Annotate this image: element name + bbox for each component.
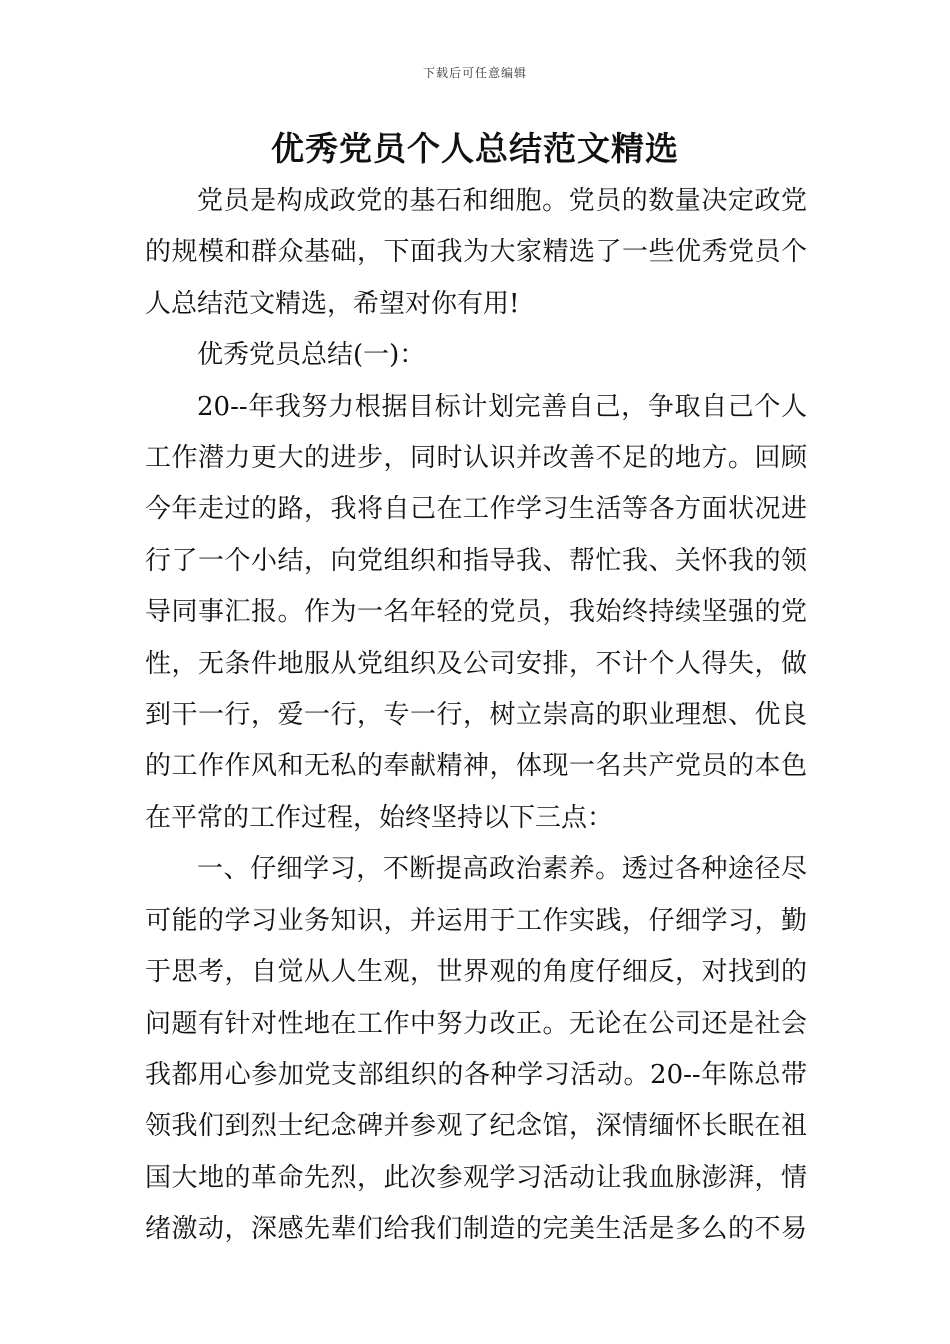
text-line: 的工作作风和无私的奉献精神，体现一名共产党员的本色 [145, 751, 807, 782]
text-line: 性，无条件地服从党组织及公司安排，不计个人得失，做 [145, 648, 807, 679]
text-line: 到干一行，爱一行，专一行，树立崇高的职业理想、优良 [145, 700, 807, 731]
page-title: 优秀党员个人总结范文精选 [271, 129, 679, 168]
text-line: 优秀党员总结(一)： [197, 340, 426, 371]
text-line: 工作潜力更大的进步，同时认识并改善不足的地方。回顾 [145, 443, 807, 474]
text-line: 党员是构成政党的基石和细胞。党员的数量决定政党 [197, 186, 807, 216]
text-line: 国大地的革命先烈，此次参观学习活动让我血脉澎湃，情 [145, 1162, 807, 1193]
text-line: 20--年我努力根据目标计划完善自己，争取自己个人 [197, 391, 807, 422]
text-line: 的规模和群众基础，下面我为大家精选了一些优秀党员个 [145, 237, 807, 268]
text-line: 在平常的工作过程，始终坚持以下三点： [145, 802, 614, 833]
text-line: 领我们到烈士纪念碑并参观了纪念馆，深情缅怀长眠在祖 [145, 1111, 807, 1142]
text-line: 导同事汇报。作为一名年轻的党员，我始终持续坚强的党 [145, 597, 807, 628]
text-line: 今年走过的路，我将自己在工作学习生活等各方面状况进 [145, 494, 807, 525]
text-line: 人总结范文精选，希望对你有用! [145, 288, 520, 319]
text-line: 于思考，自觉从人生观，世界观的角度仔细反，对找到的 [145, 957, 807, 988]
header-note: 下载后可任意编辑 [422, 66, 527, 80]
text-line: 可能的学习业务知识，并运用于工作实践，仔细学习，勤 [145, 905, 807, 936]
section-heading [145, 330, 807, 381]
text-line: 一、仔细学习，不断提高政治素养。透过各种途径尽 [197, 854, 807, 885]
text-line: 我都用心参加党支部组织的各种学习活动。20--年陈总带 [145, 1059, 807, 1090]
text-line: 绪激动，深感先辈们给我们制造的完美生活是多么的不易 [145, 1214, 807, 1245]
document-body [145, 176, 807, 1256]
text-line: 问题有针对性地在工作中努力改正。无论在公司还是社会 [145, 1008, 807, 1039]
paragraph-intro [145, 176, 807, 330]
text-line: 行了一个小结，向党组织和指导我、帮忙我、关怀我的领 [145, 545, 807, 576]
paragraph-summary [145, 382, 807, 845]
paragraph-point-one [145, 844, 807, 1255]
